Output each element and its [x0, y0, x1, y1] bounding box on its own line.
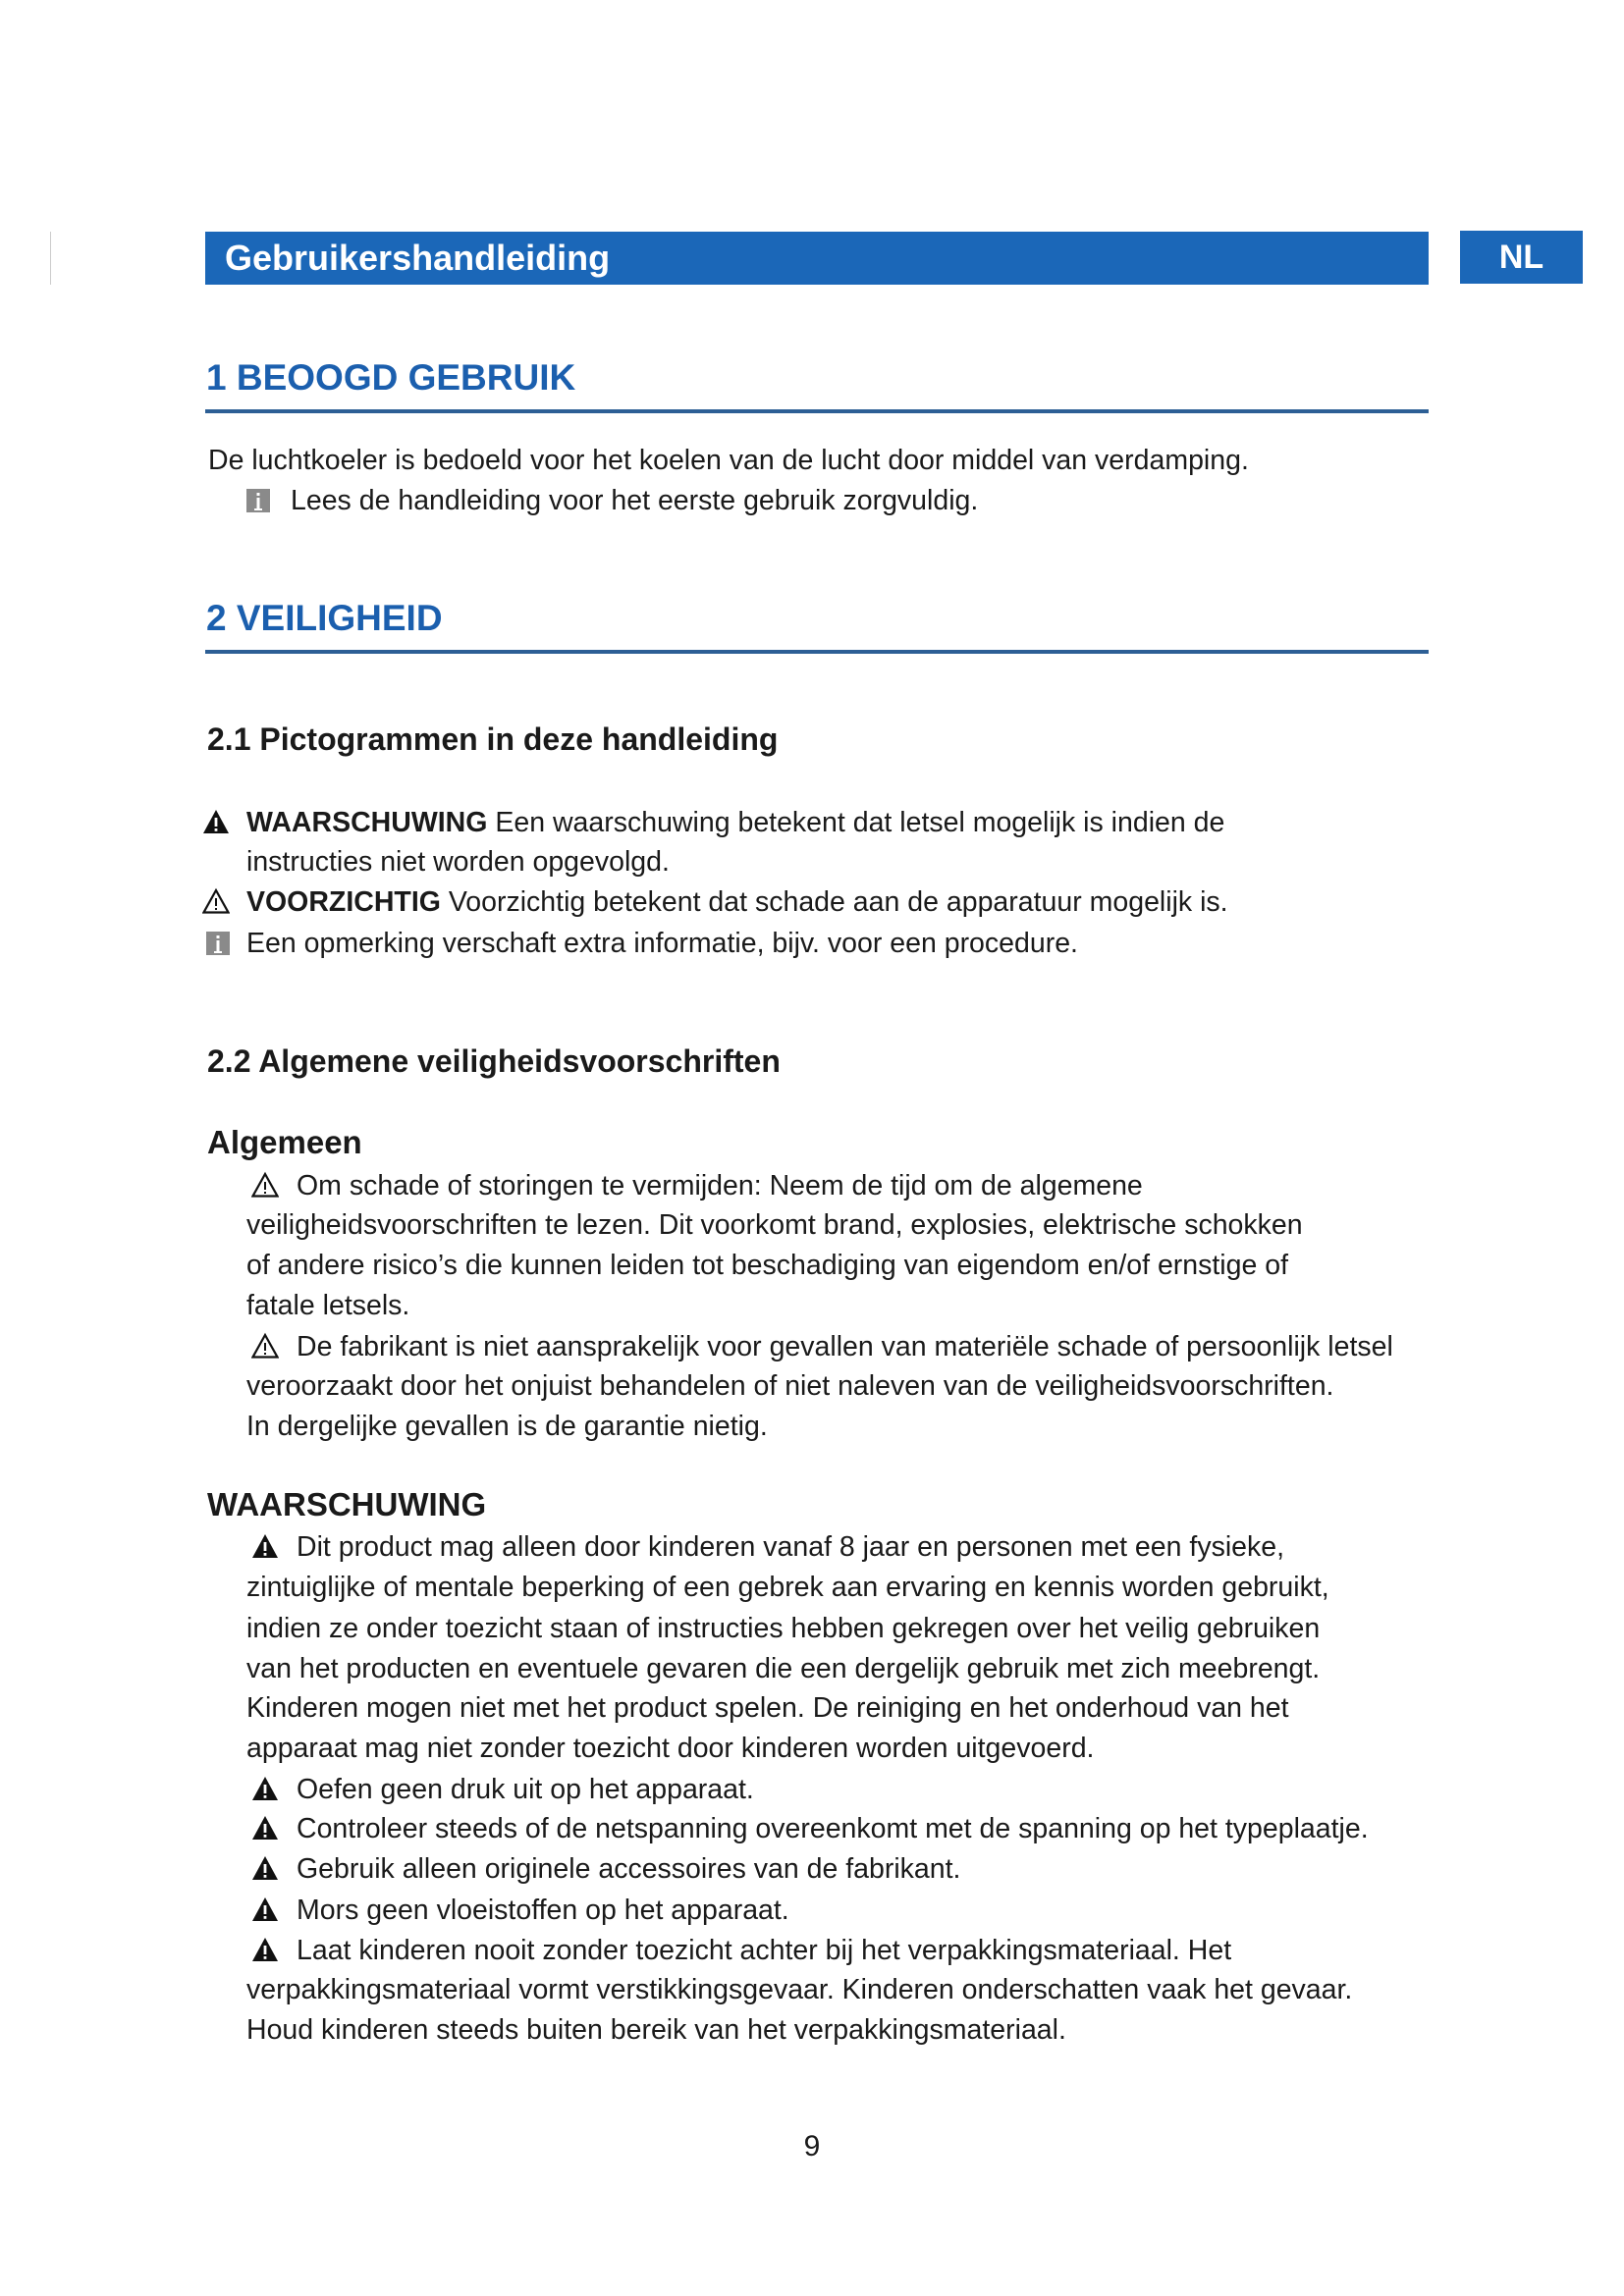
caution-definition: VOORZICHTIG Voorzichtig betekent dat schade aan de apparatuur mogelijk is. — [246, 886, 1228, 918]
general-line: fatale letsels. — [246, 1290, 410, 1321]
warning-line: Gebruik alleen originele accessoires van de fabrikant. — [297, 1853, 961, 1885]
section-divider — [205, 650, 1429, 654]
warning-filled-icon — [251, 1896, 279, 1923]
language-badge: NL — [1460, 231, 1583, 284]
warning-line: Controleer steeds of de netspanning overeenkomt met de spanning op het typeplaatje. — [297, 1813, 1369, 1844]
warning-filled-icon — [251, 1532, 279, 1560]
general-line: De fabrikant is niet aansprakelijk voor gevallen van materiële schade of persoonlijk letsel — [297, 1331, 1393, 1362]
note-definition: Een opmerking verschaft extra informatie, bijv. voor een procedure. — [246, 928, 1078, 959]
page-number: 9 — [803, 2130, 821, 2163]
warning-line: Mors geen vloeistoffen op het apparaat. — [297, 1895, 789, 1926]
warning-line: Laat kinderen nooit zonder toezicht achter bij het verpakkingsmateriaal. Het — [297, 1935, 1232, 1966]
section-1-note: Lees de handleiding voor het eerste gebruik zorgvuldig. — [291, 485, 979, 516]
section-1-text: De luchtkoeler is bedoeld voor het koelen van de lucht door middel van verdamping. — [208, 445, 1249, 476]
warning-heading: WAARSCHUWING — [207, 1486, 487, 1522]
section-divider — [205, 409, 1429, 413]
warning-line: van het producten en eventuele gevaren die een dergelijk gebruik met zich meebrengt. — [246, 1653, 1321, 1684]
warning-filled-icon — [251, 1936, 279, 1963]
warning-filled-icon — [251, 1854, 279, 1882]
general-line: veiligheidsvoorschriften te lezen. Dit voorkomt brand, explosies, elektrische schokken — [246, 1209, 1303, 1241]
caution-outline-icon — [251, 1332, 279, 1360]
info-icon — [204, 930, 232, 957]
section-2-2-heading: 2.2 Algemene veiligheidsvoorschriften — [207, 1043, 781, 1079]
warning-line: Oefen geen druk uit op het apparaat. — [297, 1774, 754, 1805]
caution-outline-icon — [202, 887, 230, 915]
manual-title: Gebruikershandleiding — [225, 238, 611, 278]
warning-filled-icon — [251, 1814, 279, 1842]
general-line: Om schade of storingen te vermijden: Neem de tijd om de algemene — [297, 1170, 1143, 1201]
section-2-heading: 2 VEILIGHEID — [206, 598, 443, 638]
warning-filled-icon — [251, 1775, 279, 1802]
page-edge-line — [50, 232, 51, 285]
info-icon — [244, 487, 272, 514]
warning-line: zintuiglijke of mentale beperking of een gebrek aan ervaring en kennis worden gebruikt, — [246, 1572, 1329, 1603]
general-heading: Algemeen — [207, 1124, 362, 1160]
warning-line: Houd kinderen steeds buiten bereik van het verpakkingsmateriaal. — [246, 2014, 1066, 2046]
section-2-1-heading: 2.1 Pictogrammen in deze handleiding — [207, 721, 779, 757]
warning-line: Kinderen mogen niet met het product spelen. De reiniging en het onderhoud van het — [246, 1692, 1289, 1724]
caution-outline-icon — [251, 1171, 279, 1199]
section-1-heading: 1 BEOOGD GEBRUIK — [206, 357, 576, 398]
warning-definition-cont: instructies niet worden opgevolgd. — [246, 846, 670, 878]
warning-line: Dit product mag alleen door kinderen vanaf 8 jaar en personen met een fysieke, — [297, 1531, 1285, 1563]
warning-filled-icon — [202, 808, 230, 835]
warning-line: verpakkingsmateriaal vormt verstikkingsgevaar. Kinderen onderschatten vaak het gevaar. — [246, 1974, 1353, 2005]
general-line: veroorzaakt door het onjuist behandelen of niet naleven van de veiligheidsvoorschriften. — [246, 1370, 1334, 1402]
warning-line: indien ze onder toezicht staan of instructies hebben gekregen over het veilig gebruiken — [246, 1613, 1321, 1644]
header-bar — [205, 232, 1429, 285]
warning-line: apparaat mag niet zonder toezicht door kinderen worden uitgevoerd. — [246, 1733, 1095, 1764]
warning-definition: WAARSCHUWING Een waarschuwing betekent dat letsel mogelijk is indien de — [246, 807, 1225, 838]
general-line: In dergelijke gevallen is de garantie nietig. — [246, 1411, 768, 1442]
general-line: of andere risico’s die kunnen leiden tot beschadiging van eigendom en/of ernstige of — [246, 1250, 1289, 1281]
